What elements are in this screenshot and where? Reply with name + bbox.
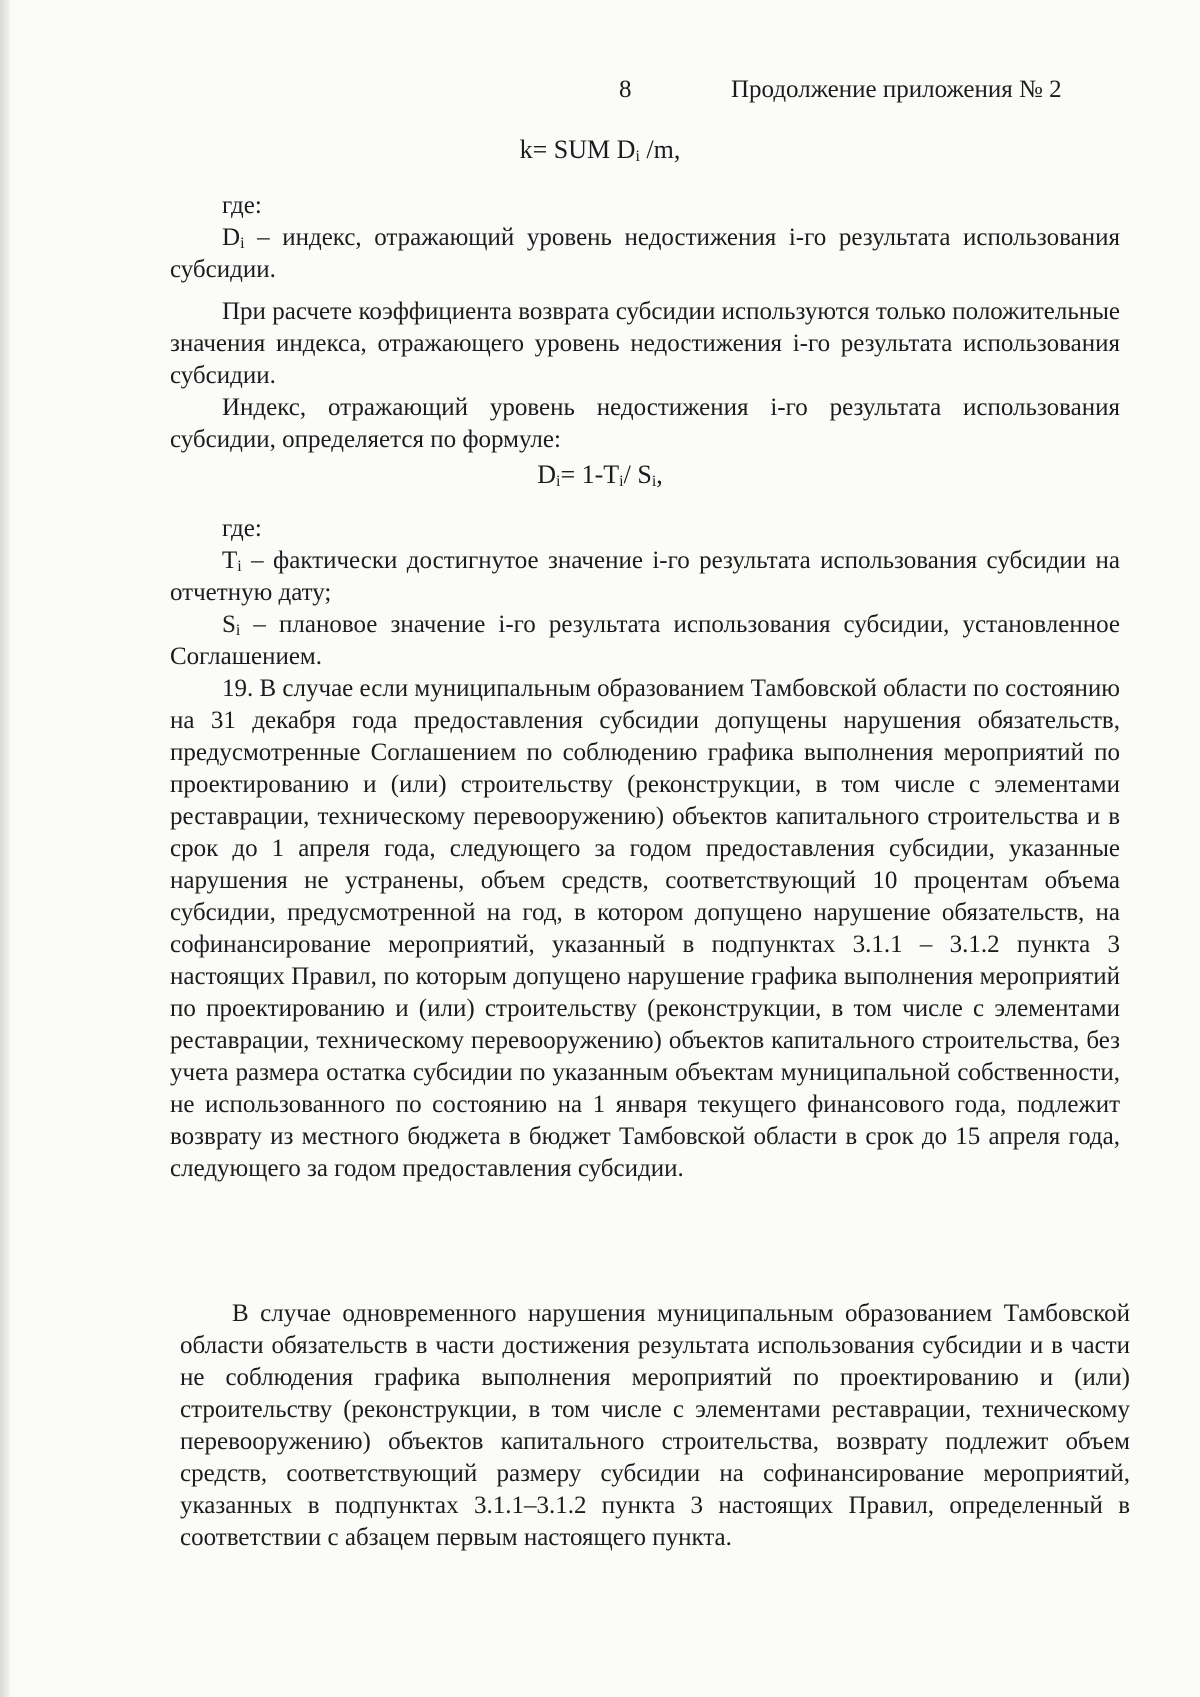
paragraph-index: Индекс, отражающий уровень недостижения i-го результата использования субсидии, определяется по формуле:: [170, 394, 1120, 453]
paragraph-calc: При расчете коэффициента возврата субсидии используются только положительные значения индекса, отражающего уровень недостижения i-го результата использования субсидии.: [170, 298, 1120, 389]
page-header: [0, 76, 1200, 110]
formula-k: k= SUM $D_i$ /m,: [519, 135, 681, 165]
paragraph-simultaneous-violation: В случае одновременного нарушения муниципальным образованием Тамбовской области обязательств в части достижения результата использования субсидии и в части не соблюдения графика выполнения мероприятий по проектированию и (или) строительству (реконструкции, в том числе с элементами реставрации, техническому перевооружению) объектов капитального строительства, возврату подлежит объем средств, соответствующий размеру субсидии на софинансирование мероприятий, указанных в подпунктах 3.1.1–3.1.2 пункта 3 настоящих Правил, определенный в соответствии с абзацем первым настоящего пункта.: [180, 1300, 1130, 1551]
definitions-block-1: [170, 190, 1120, 456]
scan-edge-shadow: [0, 0, 10, 1697]
formula-d: $D_i= 1-T_i/$ $S_i$,: [537, 460, 663, 490]
where-label: где:: [222, 192, 262, 219]
si-definition: $S_i$ – плановое значение i-го результата использования субсидии, установленное Соглашением.: [170, 611, 1120, 670]
di-definition: $D_i$ – индекс, отражающий уровень недостижения i-го результата использования субсидии.: [170, 224, 1120, 283]
where-label-2: где:: [222, 515, 262, 542]
paragraph-19: 19. В случае если муниципальным образованием Тамбовской области по состоянию на 31 декабря года предоставления субсидии допущены нарушения обязательств, предусмотренные Соглашением по соблюдению графика выполнения мероприятий по проектированию и (или) строительству (реконструкции, в том числе с элементами реставрации, техническому перевооружению) объектов капитального строительства и в срок до 1 апреля года, следующего за годом предоставления субсидии, указанные нарушения не устранены, объем средств, соответствующий 10 процентам объема субсидии, предусмотренной на год, в котором допущено нарушение обязательств, на софинансирование мероприятий, указанный в подпунктах 3.1.1 – 3.1.2 пункта 3 настоящих Правил, по которым допущено нарушение графика выполнения мероприятий по проектированию и (или) строительству (реконструкции, в том числе с элементами реставрации, техническому перевооружению) объектов капитального строительства, без учета размера остатка субсидии по указанным объектам муниципальной собственности, не использованного по состоянию на 1 января текущего финансового года, подлежит возврату из местного бюджета в бюджет Тамбовской области в срок до 15 апреля года, следующего за годом предоставления субсидии.: [170, 675, 1120, 1182]
definitions-block-2: [170, 513, 1120, 1185]
appendix-continuation-title: Продолжение приложения № 2: [731, 76, 1062, 103]
page-number: 8: [619, 76, 632, 103]
definitions-block-3: [180, 1298, 1130, 1554]
ti-definition: $T_i$ – фактически достигнутое значение i-го результата использования субсидии на отчетную дату;: [170, 547, 1120, 606]
